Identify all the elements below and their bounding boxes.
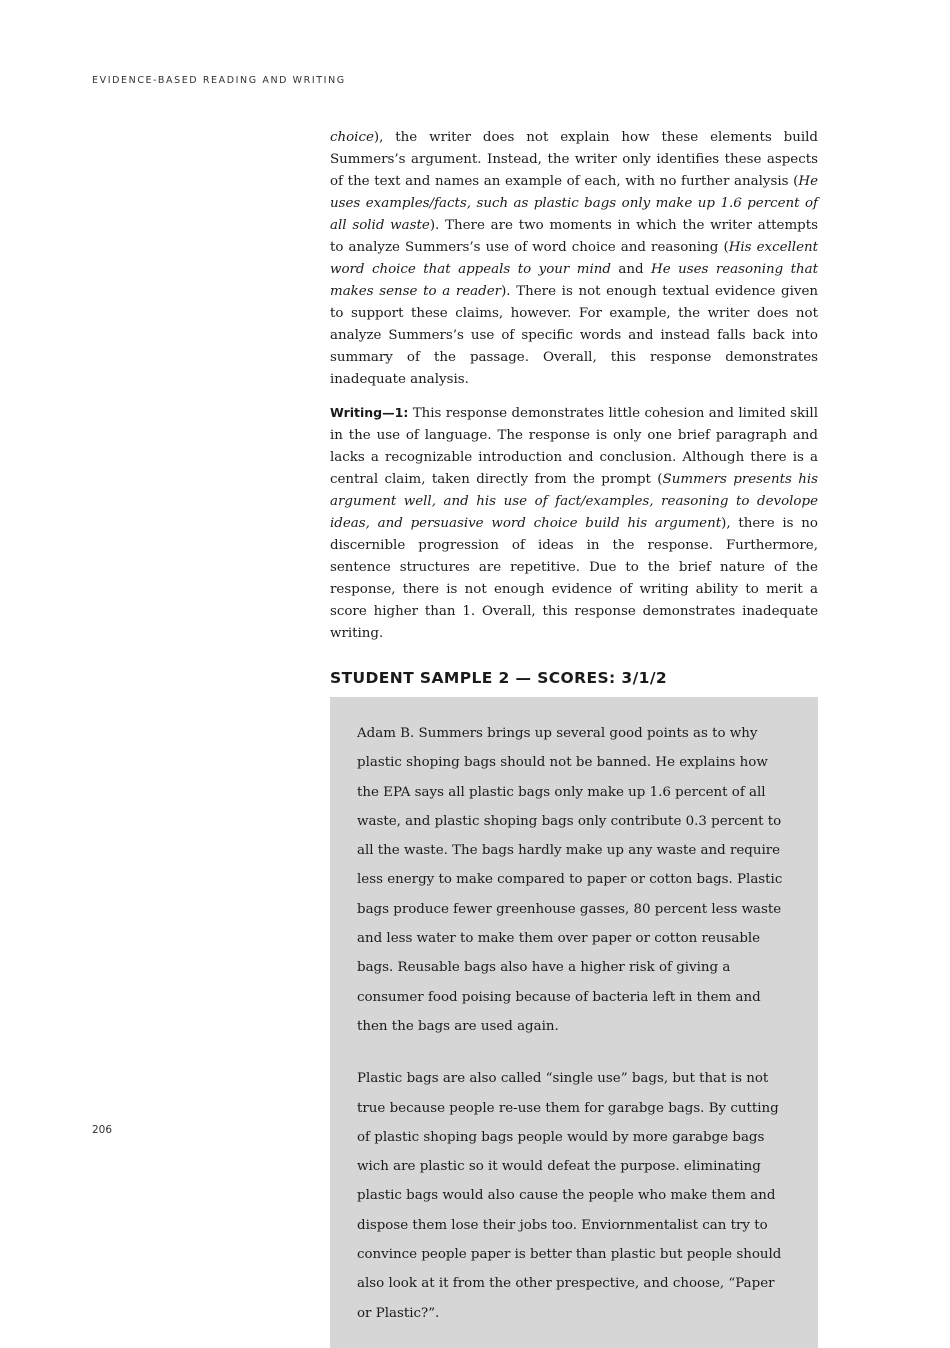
text-span: ), there is no discernible progression of ideas in the response. Furthermore, sentence structures are repetitive. Due to the brief nature of the response, there is not enough evidence of writing ability to merit a score higher than 1. Overall, this response demonstrates inadequate writing. <box>330 516 818 641</box>
writing-score-label: Writing—1: <box>330 405 409 420</box>
text-span: and <box>610 262 652 277</box>
italic-span: He uses reasoning that makes sense to a reader <box>330 262 818 299</box>
text-span: ), the writer does not explain how these elements build Summers’s argument. Instead, the writer only identifies these aspects of the text and names an example of each, with no further analysis ( <box>330 130 818 189</box>
text-span: ). There is not enough textual evidence given to support these claims, however. For example, the writer does not analyze Summers’s use of specific words and instead falls back into summary of the passage. Overall, this response demonstrates inadequate analysis. <box>330 284 818 387</box>
italic-span: Summers presents his argument well, and his use of fact/examples, reasoning to devolope ideas, and persuasive word choice build his argument <box>330 472 818 531</box>
sample-paragraph: Plastic bags are also called “single use” bags, but that is not true because people re-use them for garabge bags. By cutting of plastic shoping bags people would by more garabge bags wich are plastic so it would defeat the purpose. eliminating plastic bags would also cause the people who make them and dispose them lose their jobs too. Enviornmentalist can try to convince people paper is better than plastic but people should also look at it from the other prespective, and choose, “Paper or Plastic?”. <box>357 1071 782 1321</box>
italic-span: choice <box>330 130 374 145</box>
analysis-paragraph <box>330 127 818 391</box>
sample-paragraph: Adam B. Summers brings up several good points as to why plastic shoping bags should not be banned. He explains how the EPA says all plastic bags only make up 1.6 percent of all waste, and plastic shoping bags only contribute 0.3 percent to all the waste. The bags hardly make up any waste and require less energy to make compared to paper or cotton bags. Plastic bags produce fewer greenhouse gasses, 80 percent less waste and less water to make them over paper or cotton reusable bags. Reusable bags also have a higher risk of giving a consumer food poising because of bacteria left in them and then the bags are used again. <box>357 726 783 1034</box>
main-column <box>330 127 818 1348</box>
text-span: This response demonstrates little cohesion and limited skill in the use of language. The response is only one brief paragraph and lacks a recognizable introduction and conclusion. Although there is a central claim, taken directly from the prompt ( <box>330 406 818 487</box>
running-head: EVIDENCE-BASED READING AND WRITING <box>92 75 346 86</box>
section-heading: STUDENT SAMPLE 2 — SCORES: 3/1/2 <box>330 669 668 687</box>
italic-span: He uses examples/facts, such as plastic bags only make up 1.6 percent of all solid waste <box>330 174 818 233</box>
text-span: ). There are two moments in which the writer attempts to analyze Summers’s use of word choice and reasoning ( <box>330 218 818 255</box>
italic-span: His excellent word choice that appeals to your mind <box>330 240 819 277</box>
writing-score-paragraph <box>330 402 818 645</box>
student-sample-box <box>330 697 818 1348</box>
page-number: 206 <box>92 1124 113 1136</box>
